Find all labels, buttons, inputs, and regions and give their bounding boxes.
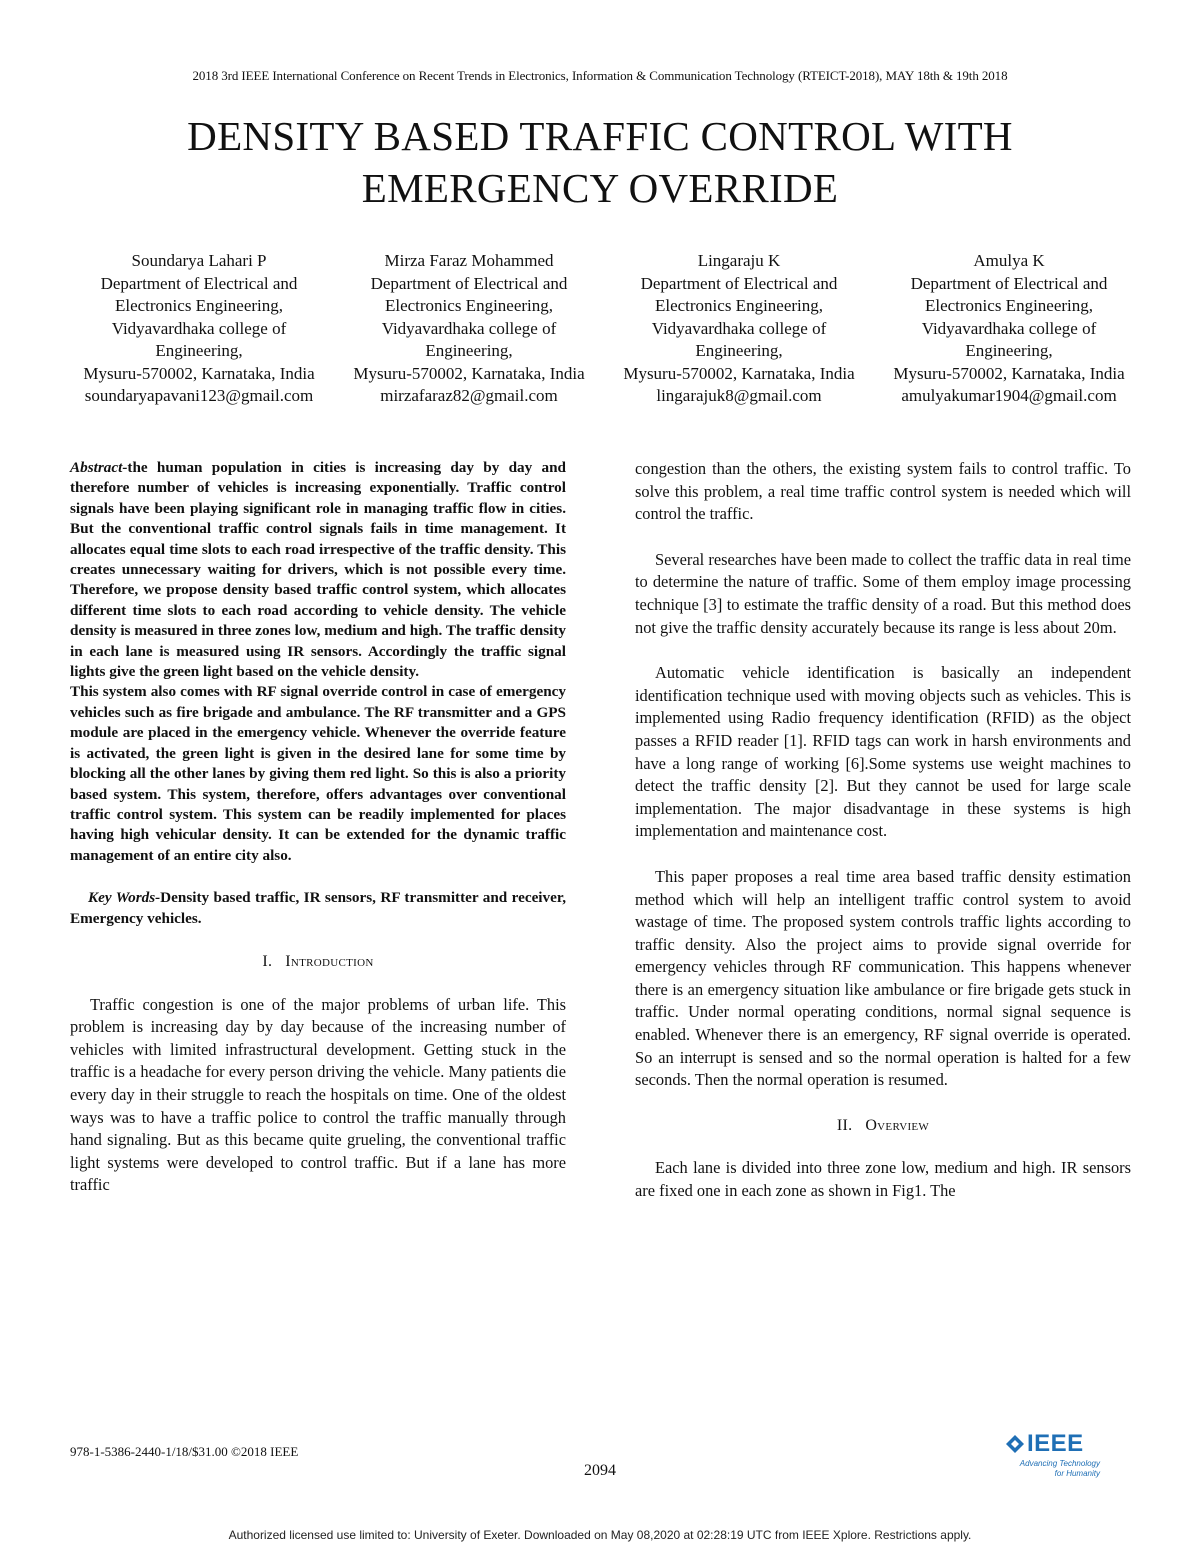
author-name: Soundarya Lahari P xyxy=(131,251,267,270)
author-dept: Department of Electrical and Electronics Engineering, xyxy=(640,273,838,315)
ieee-diamond-icon xyxy=(1005,1434,1025,1454)
abstract-paragraph-1 xyxy=(70,458,566,682)
intro-paragraph-2: Several researches have been made to collect the traffic data in real time to determine the nature of traffic. Some of them employ image processing technique [3] to estimate the traffic density of a road. But this method does not give the traffic density accurately because its range is less about 20m. xyxy=(635,549,1131,637)
paper-title: DENSITY BASED TRAFFIC CONTROL WITH EMERGENCY OVERRIDE xyxy=(187,113,1013,211)
author-dept: Department of Electrical and Electronics Engineering, xyxy=(910,273,1108,315)
author-college: Vidyavardhaka college of Engineering, xyxy=(651,318,827,360)
intro-paragraph-1-cont: congestion than the others, the existing system fails to control traffic. To solve this problem, a real time traffic control system is needed which will control the traffic. xyxy=(635,459,1131,524)
abstract-label: Abstract- xyxy=(70,459,128,476)
left-column xyxy=(70,458,566,1220)
right-column xyxy=(635,458,1131,1226)
keywords xyxy=(70,888,566,929)
section-title: Overview xyxy=(865,1116,930,1134)
author-4 xyxy=(874,250,1144,408)
author-email[interactable]: lingarajuk8@gmail.com xyxy=(656,386,822,405)
author-3 xyxy=(604,250,874,408)
section-number: I. xyxy=(262,952,273,970)
author-city: Mysuru-570002, Karnataka, India xyxy=(83,363,315,383)
logo-word: IEEE xyxy=(1027,1430,1084,1457)
section-heading-overview xyxy=(635,1115,1131,1138)
author-dept: Department of Electrical and Electronics Engineering, xyxy=(370,273,568,315)
logo-tagline-1: Advancing Technology xyxy=(1019,1459,1100,1468)
abstract-text-1: the human population in cities is increasing day by day and therefore number of vehicles is increasing exponentially. Traffic control signals have been playing significant role in managing traffic flow in cities. But the conventional traffic control signals fails in time management. It allocates equal time slots to each road irrespective of the traffic density. This creates unnecessary waiting for drivers, which is not possible every time. Therefore, we propose density based traffic control system, which allocates different time slots to each road according to vehicle density. The vehicle density is measured in three zones low, medium and high. The traffic density in each lane is measured using IR sensors. Accordingly the traffic signal lights give the green light based on the vehicle density. xyxy=(70,459,566,681)
keywords-label: Key Words- xyxy=(88,889,161,907)
isbn-line: 978-1-5386-2440-1/18/$31.00 ©2018 IEEE xyxy=(70,1444,299,1459)
download-footer: Authorized licensed use limited to: University of Exeter. Downloaded on May 08,2020 at 02:28:19 UTC from IEEE Xplore. Restrictions apply. xyxy=(228,1528,972,1542)
author-city: Mysuru-570002, Karnataka, India xyxy=(623,363,855,383)
author-city: Mysuru-570002, Karnataka, India xyxy=(893,363,1125,383)
abstract-paragraph-2: This system also comes with RF signal override control in case of emergency vehicles such as fire brigade and ambulance. The RF transmitter and a GPS module are placed in the emergency vehicle. Whenever the override feature is activated, the green light is given in the desired lane for some time by blocking all the other lanes by giving them red light. So this is also a priority based system. This system, therefore, offers advantages over conventional traffic control system. This system can be readily implemented for places having high vehicular density. It can be extended for the dynamic traffic management of an entire city also. xyxy=(70,683,566,864)
intro-paragraph-1: Traffic congestion is one of the major problems of urban life. This problem is increasing day by day because of the increasing number of vehicles with limited infrastructural development. Getting stuck in the traffic is a headache for every person driving the vehicle. Many patients die every day in their struggle to reach the hospitals on time. One of the oldest ways was to have a traffic police to control the traffic manually through hand signaling. But as this became quite grueling, the conventional traffic light systems were developed to control traffic. But if a lane has more traffic xyxy=(70,994,566,1195)
conference-header: 2018 3rd IEEE International Conference on Recent Trends in Electronics, Information & Communication Technology (RTEICT-2018), MAY 18th & 19th 2018 xyxy=(192,68,1008,83)
section-number: II. xyxy=(836,1116,853,1134)
author-email[interactable]: mirzafaraz82@gmail.com xyxy=(380,386,558,405)
author-email[interactable]: soundaryapavani123@gmail.com xyxy=(84,386,314,405)
intro-paragraph-4: This paper proposes a real time area based traffic density estimation method which will help an intelligent traffic control system to avoid wastage of time. The proposed system controls traffic lights according to traffic density. Also the project aims to provide signal override for emergency vehicles through RF communication. This happens whenever there is an emergency situation like ambulance or fire brigade gets stuck in traffic. Under normal operating conditions, normal signal sequence is enabled. Whenever there is an emergency, RF signal override is operated. So an interrupt is sensed and so the normal operation is halted for a few seconds. Then the normal operation is resumed. xyxy=(635,866,1131,1090)
author-college: Vidyavardhaka college of Engineering, xyxy=(921,318,1097,360)
author-dept: Department of Electrical and Electronics Engineering, xyxy=(100,273,298,315)
overview-paragraph-1: Each lane is divided into three zone low, medium and high. IR sensors are fixed one in each zone as shown in Fig1. The xyxy=(635,1158,1131,1201)
ieee-logo xyxy=(1005,1430,1100,1482)
author-2 xyxy=(334,250,604,408)
author-name: Amulya K xyxy=(973,251,1045,270)
logo-tagline-2: for Humanity xyxy=(1054,1469,1100,1478)
intro-paragraph-3: Automatic vehicle identification is basically an independent identification technique used with moving objects such as vehicles. This is implemented using Radio frequency identification (RFID) as the object passes a RFID reader [1]. RFID tags can work in harsh environments and have a long range of working [6].Some systems use weight machines to detect the traffic density [2]. But they cannot be used for large scale implementation. The major disadvantage in these systems is high implementation and maintenance cost. xyxy=(635,663,1131,841)
author-college: Vidyavardhaka college of Engineering, xyxy=(381,318,557,360)
author-1 xyxy=(64,250,334,408)
keywords-text: Density based traffic, IR sensors, RF transmitter and receiver, Emergency vehicles. xyxy=(70,889,567,927)
section-heading-introduction xyxy=(70,951,566,974)
author-block xyxy=(64,250,1144,408)
author-college: Vidyavardhaka college of Engineering, xyxy=(111,318,287,360)
section-title: Introduction xyxy=(285,952,374,970)
page-number: 2094 xyxy=(584,1462,616,1479)
author-city: Mysuru-570002, Karnataka, India xyxy=(353,363,585,383)
author-name: Lingaraju K xyxy=(697,251,781,270)
author-email[interactable]: amulyakumar1904@gmail.com xyxy=(901,386,1117,405)
author-name: Mirza Faraz Mohammed xyxy=(384,251,554,270)
